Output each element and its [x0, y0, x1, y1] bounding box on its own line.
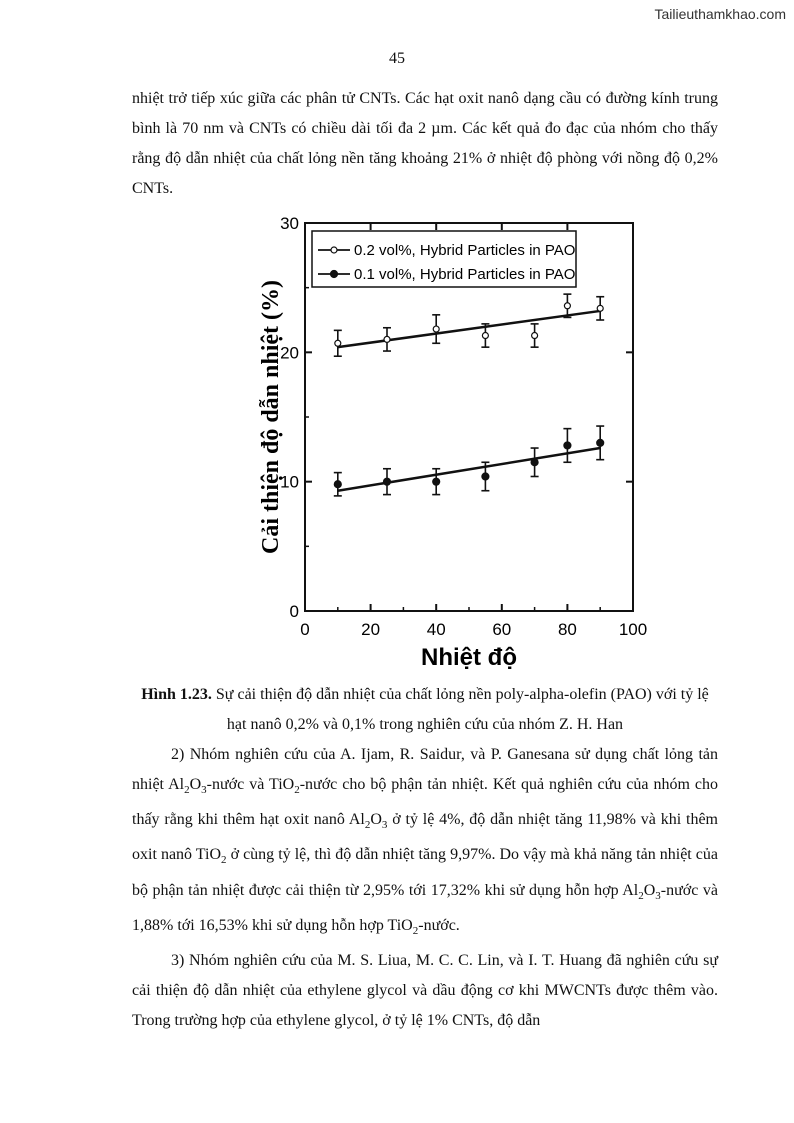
legend-label: 0.1 vol%, Hybrid Particles in PAO	[354, 266, 576, 283]
data-point-series-1	[433, 326, 439, 332]
x-tick-label: 20	[361, 620, 381, 639]
y-tick-label: 0	[289, 602, 299, 621]
data-point-series-1	[597, 305, 603, 311]
page-number: 45	[389, 50, 405, 67]
paragraph-2: 2) Nhóm nghiên cứu của A. Ijam, R. Saidur, và P. Ganesana sử dụng chất lỏng tản nhiệt $Al_2O_3$-nước và TiO$_2$-nước cho bộ phận tản nhiệt. Kết quả nghiên cứu của nhóm cho thấy rằng khi thêm hạt oxit nanô $Al_2O_3$ ở tỷ lệ 4%, độ dẫn nhiệt tăng 11,98% và khi thêm oxit nanô TiO$_2$ ở cùng tỷ lệ, thì độ dẫn nhiệt tăng 9,97%. Do vậy mà khả năng tản nhiệt của bộ phận tản nhiệt được cải thiện từ 2,95% tới 17,32% khi sử dụng hỗn hợp $Al_2O_3$-nước và 1,88% tới 16,53% khi sử dụng hỗn hợp TiO$_2$-nước.	[132, 746, 719, 937]
legend-marker	[331, 271, 338, 278]
data-point-series-2	[597, 439, 604, 446]
data-point-series-2	[384, 478, 391, 485]
data-point-series-2	[334, 481, 341, 488]
x-tick-label: 0	[300, 620, 310, 639]
x-tick-label: 100	[618, 620, 648, 639]
y-tick-label: 20	[280, 343, 299, 363]
y-tick-label: 30	[280, 214, 299, 233]
body-paragraphs	[132, 740, 718, 1036]
caption-label: Hình 1.23.	[141, 686, 212, 703]
data-point-series-2	[531, 459, 538, 466]
data-point-series-1	[384, 336, 390, 342]
paragraph-3: 3) Nhóm nghiên cứu của M. S. Liua, M. C. C. Lin, và I. T. Huang đã nghiên cứu sự cải thiện độ dẫn nhiệt của ethylene glycol và dầu động cơ khi MWCNTs được thêm vào. Trong trường hợp của ethylene glycol, ở tỷ lệ 1% CNTs, độ dẫn	[132, 951, 718, 1029]
y-axis-label: Cải thiện độ dẫn nhiệt (%)	[258, 279, 284, 555]
paragraph-text: nhiệt trở tiếp xúc giữa các phân tử CNTs. Các hạt oxit nanô dạng cầu có đường kính trung bình là 70 nm và CNTs có chiều dài tối đa 2 µm. Các kết quả đo đạc của nhóm cho thấy rằng độ dẫn nhiệt của chất lỏng nền tăng khoảng 21% ở nhiệt độ phòng với nồng độ 0,2% CNTs.	[132, 90, 718, 197]
legend-label: 0.2 vol%, Hybrid Particles in PAO	[354, 242, 576, 259]
legend-marker	[331, 247, 337, 253]
caption-text: Sự cải thiện độ dẫn nhiệt của chất lỏng nền poly-alpha-olefin (PAO) với tỷ lệ hạt nanô 0,2% và 0,1% trong nghiên cứu của nhóm Z. H. Han	[211, 686, 709, 733]
chart-canvas	[250, 206, 660, 676]
data-point-series-2	[564, 442, 571, 449]
data-point-series-2	[482, 473, 489, 480]
fit-line-series-2	[338, 448, 600, 491]
x-tick-label: 60	[492, 620, 512, 639]
paragraph-intro	[132, 84, 718, 204]
data-point-series-2	[433, 478, 440, 485]
data-point-series-1	[532, 333, 538, 339]
figure-chart	[250, 206, 660, 676]
x-tick-label: 80	[557, 620, 577, 639]
x-axis-label: Nhiệt độ	[421, 644, 517, 671]
x-tick-label: 40	[426, 620, 446, 639]
y-tick-label: 10	[280, 472, 299, 492]
fit-line-series-1	[338, 311, 600, 347]
figure-caption	[132, 680, 718, 740]
data-point-series-1	[564, 303, 570, 309]
watermark: Tailieuthamkhao.com	[654, 6, 786, 22]
data-point-series-1	[335, 340, 341, 346]
data-point-series-1	[482, 333, 488, 339]
